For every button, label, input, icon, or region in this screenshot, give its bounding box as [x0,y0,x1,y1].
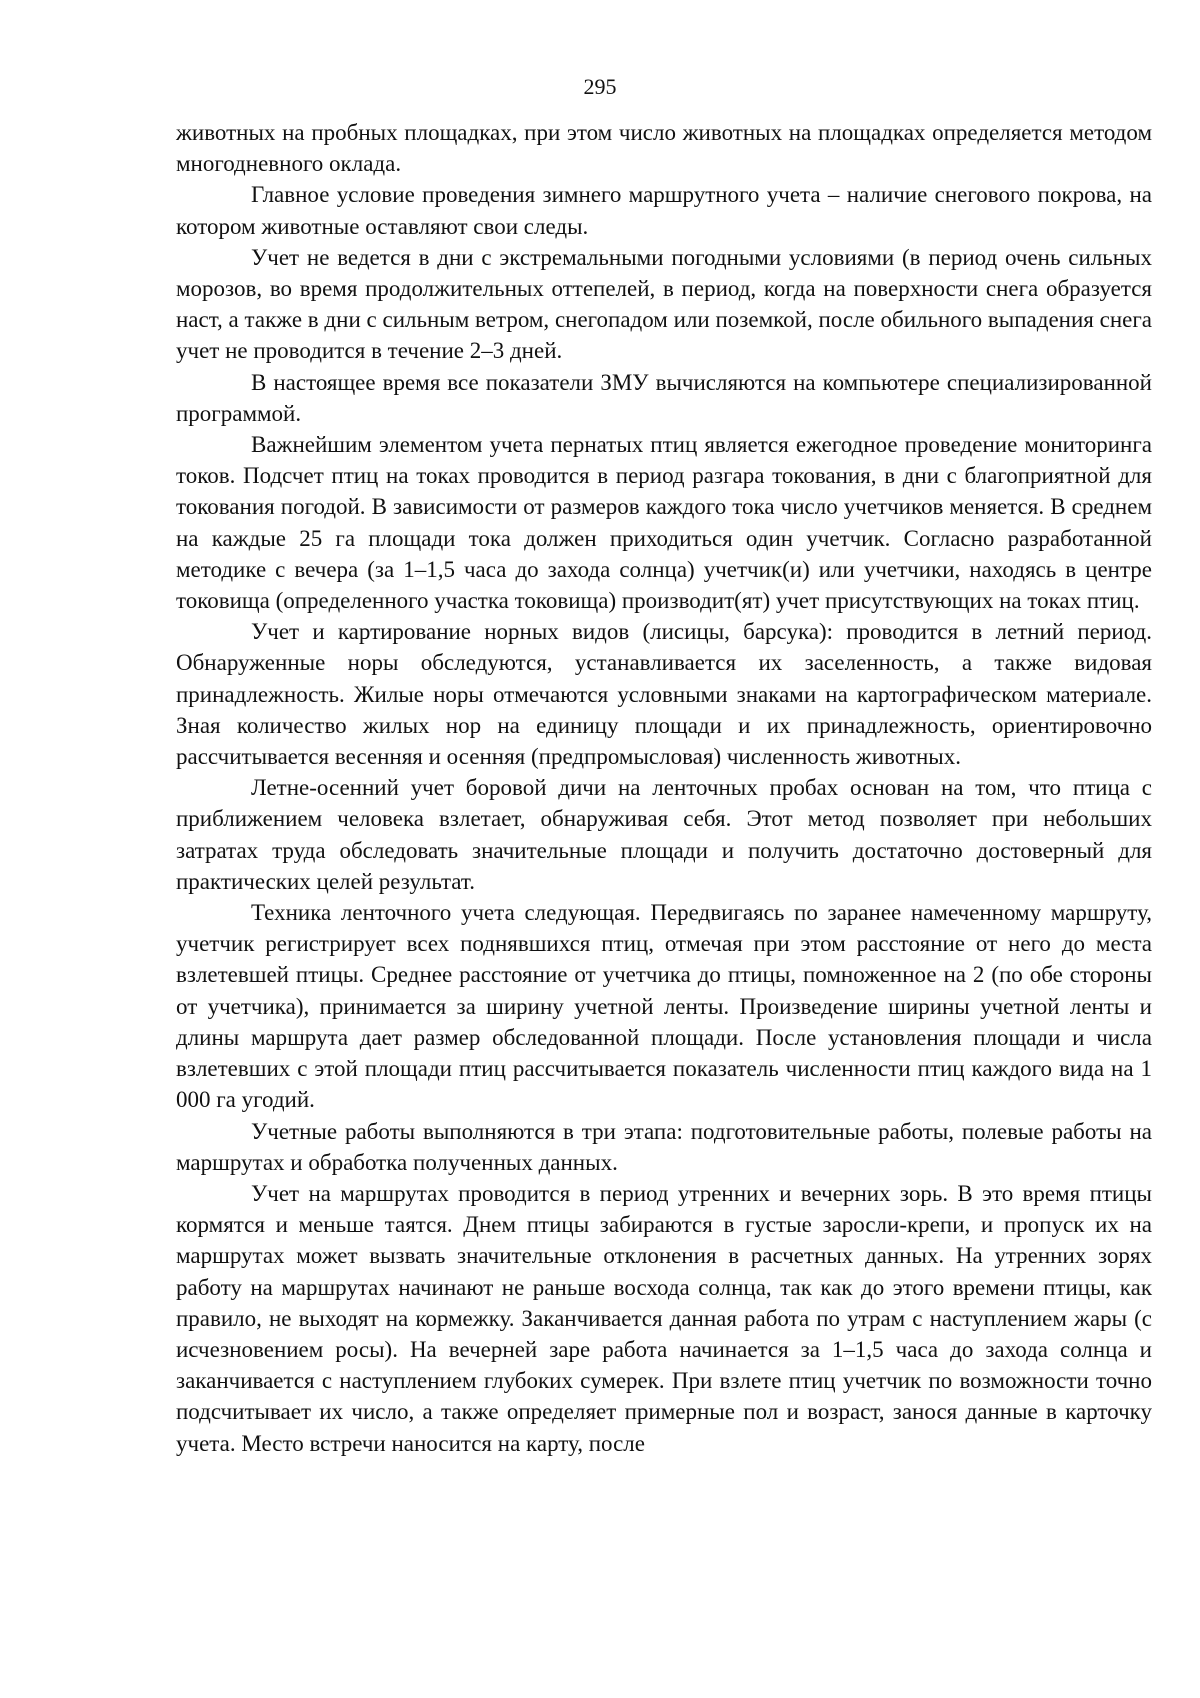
paragraph-zmu-computation: В настоящее время все показатели ЗМУ вычисляются на компьютере специализированной программой. [176,369,1152,426]
paragraph-strip-technique: Техника ленточного учета следующая. Передвигаясь по заранее намеченному маршруту, учетчик регистрирует всех поднявшихся птиц, отмечая при этом расстояние от него до места взлетевшей птицы. Среднее расстояние от учетчика до птицы, помноженное на 2 (по обе стороны от учетчика), принимается за ширину учетной ленты. Произведение ширины учетной ленты и длины маршрута дает размер обследованной площади. После установления площади и числа взлетевших с этой площади птиц рассчитывается показатель численности птиц каждого вида на 1 000 га угодий. [176,900,1152,1113]
paragraph-weather-restrictions: Учет не ведется в дни с экстремальными погодными условиями (в период очень сильных морозов, во время продолжительных оттепелей, в период, когда на поверхности снега образуется наст, а также в дни с сильным ветром, снегопадом или поземкой, после обильного выпадения снега учет не проводится в течение 2–3 дней. [176,244,1152,364]
body-text [176,117,1152,1459]
paragraph-winter-route-condition: Главное условие проведения зимнего маршрутного учета – наличие снегового покрова, на котором животные оставляют свои следы. [176,182,1152,239]
paragraph-continuation: животных на пробных площадках, при этом число животных на площадках определяется методом многодневного оклада. [176,120,1152,177]
paragraph-route-timing: Учет на маршрутах проводится в период утренних и вечерних зорь. В это время птицы кормятся и меньше таятся. Днем птицы забираются в густые заросли-крепи, и пропуск их на маршрутах может вызвать значительные отклонения в расчетных данных. На утренних зорях работу на маршрутах начинают не раньше восхода солнца, так как до этого времени птицы, как правило, не выходят на кормежку. Заканчивается данная работа по утрам с наступлением жары (с исчезновением росы). На вечерней заре работа начинается за 1–1,5 часа до захода солнца и заканчивается с наступлением глубоких сумерек. При взлете птиц учетчик по возможности точно подсчитывает их число, а также определяет примерные пол и возраст, занося данные в карточку учета. Место встречи наносится на карту, после [176,1180,1152,1456]
page-number: 295 [583,74,617,99]
paragraph-lek-monitoring: Важнейшим элементом учета пернатых птиц является ежегодное проведение мониторинга токов. Подсчет птиц на токах проводится в период разгара токования, в дни с благоприятной для токования погодой. В зависимости от размеров каждого тока число учетчиков меняется. В среднем на каждые 25 га площади тока должен приходиться один учетчик. Согласно разработанной методике с вечера (за 1–1,5 часа до захода солнца) учетчик(и) или учетчики, находясь в центре токовища (определенного участка токовища) производит(ят) учет присутствующих на токах птиц. [176,432,1152,614]
paragraph-work-stages: Учетные работы выполняются в три этапа: подготовительные работы, полевые работы на маршрутах и обработка полученных данных. [176,1118,1152,1175]
paragraph-strip-census: Летне-осенний учет боровой дичи на ленточных пробах основан на том, что птица с приближением человека взлетает, обнаруживая себя. Этот метод позволяет при небольших затратах труда обследовать значительные площади и получить достаточно достоверный для практических целей результат. [176,775,1152,894]
paragraph-burrow-mapping: Учет и картирование норных видов (лисицы, барсука): проводится в летний период. Обнаруженные норы обследуются, устанавливается их заселенность, а также видовая принадлежность. Жилые норы отмечаются условными знаками на картографическом материале. Зная количество жилых нор на единицу площади и их принадлежность, ориентировочно рассчитывается весенняя и осенняя (предпромысловая) численность животных. [176,619,1152,770]
